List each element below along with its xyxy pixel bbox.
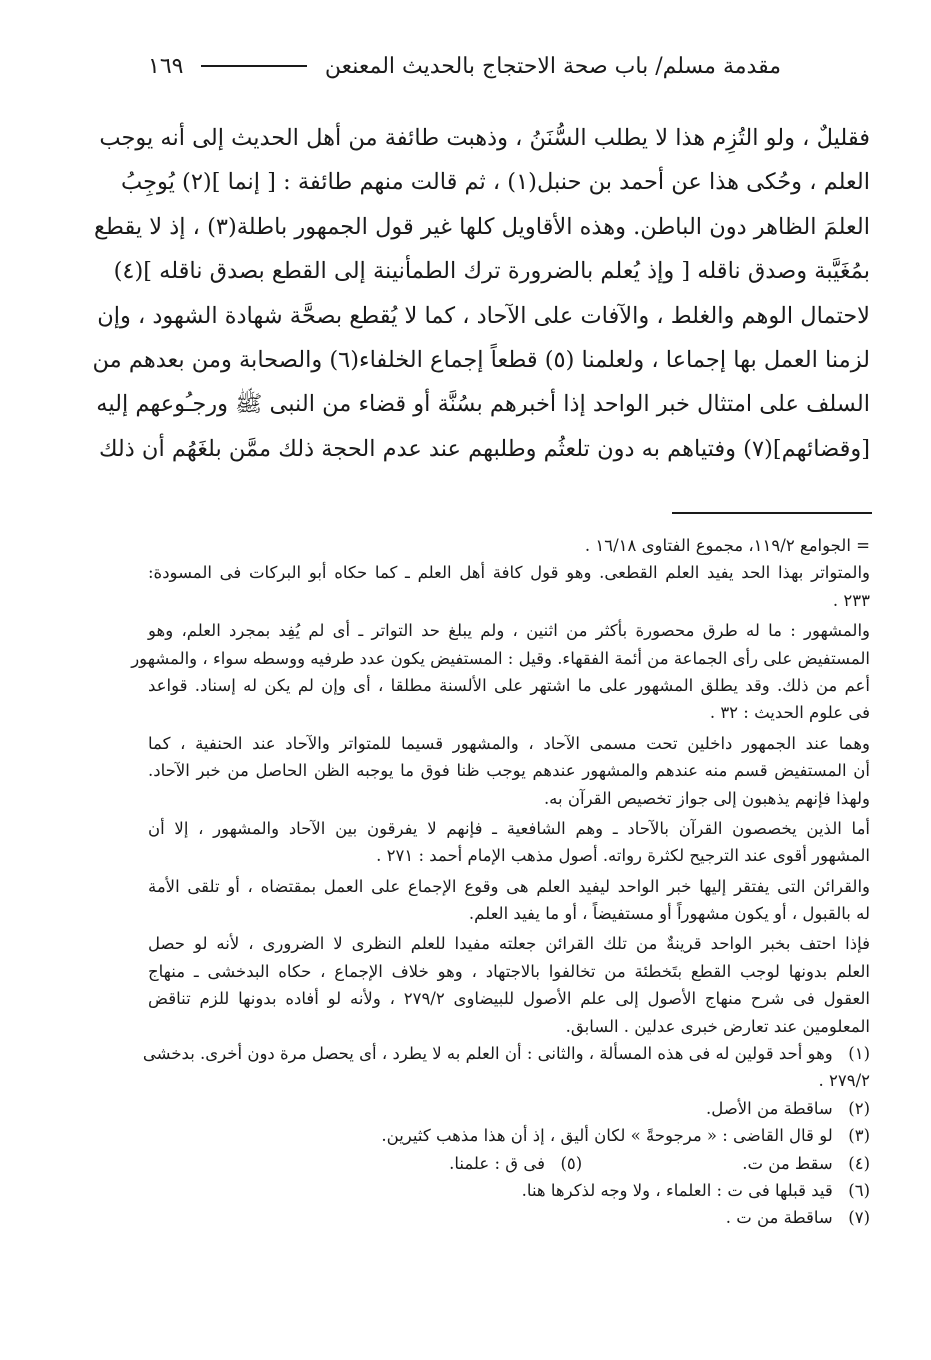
- page-header: [148, 46, 781, 86]
- footnote-2: [148, 1095, 870, 1122]
- footnote-line: المستفيض على رأى الجماعة من أئمة الفقهاء. وقيل : المستفيض يكون عدد طرفيه ووسطه سواء ، والمشهور: [131, 648, 870, 668]
- running-head: مقدمة مسلم/ باب صحة الاحتجاج بالحديث المعنعن: [324, 53, 781, 79]
- footnotes: [131, 532, 871, 1232]
- footnote-line: والمشهور : ما له طرق محصورة بأكثر من اثنين ، ولم يبلغ حد التواتر ـ أى لم يُفِد بمجرد العلم، وهو: [148, 621, 870, 641]
- main-text-line: السلف على امتثال خبر الواحد إذا أخبرهم بسُنَّة أو قضاء من النبى ﷺ ورجـُوعهم إليه: [96, 391, 870, 418]
- footnote-number: (١): [848, 1044, 870, 1064]
- main-text-line: لزمنا العمل بها إجماعا ، ولعلمنا (٥) قطعاً إجماع الخلفاء(٦) والصحابة ومن بعدهم من: [92, 346, 870, 373]
- footnote-text: فى ق : علمنا.: [449, 1153, 545, 1173]
- footnote-separator: [672, 512, 872, 514]
- footnote-text: وهو أحد قولين له فى هذه المسألة ، والثانى : أن العلم به لا يطرد ، أى يحصل مرة دون أخرى. بدخشى: [142, 1044, 833, 1064]
- footnote-5: [449, 1150, 582, 1177]
- footnote-line: ٢٧٩/٢ .: [818, 1071, 870, 1091]
- footnote-number: (٣): [848, 1126, 870, 1146]
- footnote-3: [148, 1122, 870, 1149]
- footnote-text: ساقطة من ت .: [725, 1208, 833, 1228]
- footnote-number: (٢): [848, 1098, 870, 1118]
- header-rule: [201, 65, 306, 67]
- footnote-line: أعم من ذلك. وقد يطلق المشهور على ما اشتهر على الألسنة مطلقا ، أى وإن لم يكن له إسناد. قواعد: [148, 675, 870, 695]
- footnote-line: العلم بدونها لوجب القطع بتَخطئة من تخالفوا بالاجتهاد ، وهو خلاف الإجماع ، حكاه البدخشى ـ منهاج: [148, 961, 870, 981]
- footnote-line: له بالقبول ، أو يكون مشهوراً أو مستفيضاً ، أو ما يفيد العلم.: [468, 904, 870, 924]
- footnote-line: أما الذين يخصصون القرآن بالآحاد ـ وهم الشافعية ـ فإنهم لا يفرقون بين الآحاد والمشهور ، إلا أن: [148, 818, 870, 838]
- footnote-line: وهما عند الجمهور داخلين تحت مسمى الآحاد ، والمشهور قسيما للمتواتر والآحاد عند الحنفية ، كما: [148, 733, 870, 753]
- footnote-number: (٥): [560, 1153, 583, 1173]
- footnote-7: [148, 1204, 870, 1231]
- main-text-line: لاحتمال الوهم والغلط ، والآفات على الآحاد ، كما لا يُقطع بصحَّة شهادة الشهود ، وإن: [97, 302, 870, 329]
- footnote-line: ٢٣٣ .: [832, 590, 870, 610]
- main-text-line: العلم ، وحُكى هذا عن أحمد بن حنبل(١) ، ثم قالت منهم طائفة : [ إنما ](٢) يُوجِبُ: [121, 169, 870, 196]
- footnote-line: العقول فى شرح منهاج الأصول إلى علم الأصول للبيضاوى ٢٧٩/٢ ، ولأنه لو أفاده بدونها للزم تناقض: [148, 989, 871, 1009]
- footnote-line: المعلومين عند تعارض خبرى عدلين . السابق.: [565, 1016, 870, 1036]
- footnote-text: قيد قبلها فى ت : العلماء ، ولا وجه لذكرها هنا.: [521, 1180, 833, 1200]
- footnote-1: [142, 1040, 870, 1067]
- footnote-number: (٦): [848, 1180, 870, 1200]
- footnote-6: [148, 1177, 870, 1204]
- footnote-text: ساقطة من الأصل.: [705, 1098, 833, 1118]
- footnote-number: (٧): [848, 1208, 870, 1228]
- footnote-line: = الجوامع ١١٩/٢، مجموع الفتاوى ١٦/١٨ .: [584, 536, 870, 555]
- footnote-line: فإذا احتف بخبر الواحد قرينةٌ من تلك القرائن جعلته مفيدا للعلم النظرى لا الضرورى ، لأنه لو حصل: [148, 934, 870, 954]
- footnote-line: فى علوم الحديث : ٣٢ .: [709, 703, 870, 723]
- page-number: ١٦٩: [148, 53, 184, 79]
- footnote-line: أن المستفيض قسم منه عندهم والمشهور عندهم يوجب ظنا فوق ما يوجبه الظن الحاصل من خبر الآحاد.: [148, 761, 870, 781]
- main-text: [92, 116, 870, 471]
- footnote-text: لو قال القاضى : « مرجوحةً » لكان أليق ، إذ أن هذا مذهب كثيرين.: [381, 1126, 833, 1146]
- footnotes-4-5: [148, 1150, 870, 1177]
- main-text-line: العلمَ الظاهر دون الباطن. وهذه الأقاويل كلها غير قول الجمهور باطلة(٣) ، إذ لا يقطع: [94, 213, 870, 240]
- footnote-line: ولهذا فإنهم يذهبون إلى جواز تخصيص القرآن به.: [543, 788, 870, 808]
- footnote-number: (٤): [848, 1153, 870, 1173]
- footnote-line: المشهور أقوى عند الترجيح لكثرة رواته. أصول مذهب الإمام أحمد : ٢٧١ .: [376, 846, 870, 866]
- main-text-line: [وقضائهم](٧) وفتياهم به دون تلعثُم وطلبهم عند عدم الحجة ذلك ممَّن بلغَهُم أن ذلك: [98, 435, 870, 462]
- footnote-line: والمتواتر بهذا الحد يفيد العلم القطعى. وهو قول كافة أهل العلم ـ كما حكاه أبو البركات فى المسودة:: [148, 563, 870, 583]
- footnote-text: سقط من ت.: [742, 1153, 833, 1173]
- footnote-line: والقرائن التى يفتقر إليها خبر الواحد ليفيد العلم هى وقوع الإجماع على العمل بمقتضاه ، أو تلقى الأمة: [148, 876, 870, 896]
- footnote-4: [742, 1150, 870, 1177]
- main-text-line: فقليلٌ ، ولو التُزِم هذا لا يطلب السُّنَنُ ، وذهبت طائفة من أهل الحديث إلى أنه يوجب: [99, 125, 870, 151]
- main-text-line: بمُغَيَّبة وصدق ناقله [ وإذ يُعلم بالضرورة ترك الطمأنينة إلى القطع بصدق ناقله ](٤): [113, 258, 870, 285]
